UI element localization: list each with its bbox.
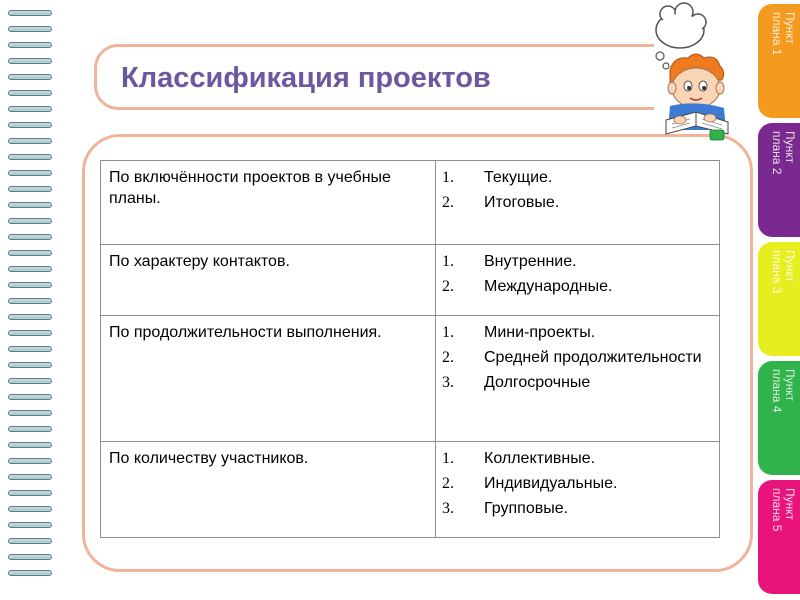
- criterion-cell: По характеру контактов.: [101, 245, 436, 316]
- list-item-number: 1.: [442, 253, 454, 270]
- plan-tab-label: Пункт плана 4: [770, 369, 797, 413]
- plan-tab-5[interactable]: [758, 480, 800, 594]
- list-item-text: Индивидуальные.: [484, 475, 618, 492]
- plan-tab-label: Пункт плана 2: [770, 131, 797, 175]
- spiral-ring: [8, 122, 52, 128]
- spiral-ring: [8, 106, 52, 112]
- spiral-ring: [8, 570, 52, 576]
- spiral-ring: [8, 74, 52, 80]
- spiral-ring: [8, 442, 52, 448]
- table-row: [101, 161, 720, 245]
- spiral-ring: [8, 426, 52, 432]
- spiral-ring: [8, 138, 52, 144]
- criterion-cell: По продолжительности выполнения.: [101, 316, 436, 442]
- spiral-ring: [8, 154, 52, 160]
- list-item-number: 3.: [442, 374, 454, 391]
- spiral-ring: [8, 10, 52, 16]
- items-cell: [436, 161, 720, 245]
- list-item-text: Международные.: [484, 278, 613, 295]
- spiral-ring: [8, 330, 52, 336]
- plan-tab-label: Пункт плана 5: [770, 488, 797, 532]
- list-item-number: 2.: [442, 349, 454, 366]
- list-item: [442, 167, 711, 188]
- spiral-ring: [8, 90, 52, 96]
- plan-tab-4[interactable]: [758, 361, 800, 475]
- spiral-ring: [8, 554, 52, 560]
- table-row: [101, 245, 720, 316]
- list-item-text: Внутренние.: [484, 253, 577, 270]
- plan-tab-2[interactable]: [758, 123, 800, 237]
- spiral-ring: [8, 42, 52, 48]
- list-item-number: 2.: [442, 278, 454, 295]
- spiral-ring: [8, 522, 52, 528]
- list-item-number: 1.: [442, 324, 454, 341]
- list-item: [442, 372, 711, 393]
- list-item: [442, 473, 711, 494]
- items-cell: [436, 316, 720, 442]
- list-item-text: Долгосрочные: [484, 374, 591, 391]
- list-item-number: 3.: [442, 500, 454, 517]
- spiral-ring: [8, 250, 52, 256]
- list-item: [442, 276, 711, 297]
- plan-tab-label: Пункт плана 1: [770, 12, 797, 56]
- list-item-text: Текущие.: [484, 169, 553, 186]
- spiral-ring: [8, 202, 52, 208]
- list-item-text: Коллективные.: [484, 450, 596, 467]
- spiral-ring: [8, 506, 52, 512]
- list-item-text: Итоговые.: [484, 194, 560, 211]
- plan-tab-1[interactable]: [758, 4, 800, 118]
- spiral-ring: [8, 474, 52, 480]
- list-item-text: Мини-проекты.: [484, 324, 596, 341]
- spiral-ring: [8, 346, 52, 352]
- slide-title: Классификация проектов: [121, 62, 491, 94]
- boy-reading-book-icon: [640, 0, 760, 150]
- notebook-spiral-icon: [8, 10, 54, 590]
- items-cell: [436, 245, 720, 316]
- list-item-number: 1.: [442, 450, 454, 467]
- list-item: [442, 498, 711, 519]
- list-item: [442, 192, 711, 213]
- list-item: [442, 347, 711, 368]
- classification-table: [100, 160, 720, 538]
- items-cell: [436, 442, 720, 538]
- spiral-ring: [8, 298, 52, 304]
- list-item-number: 1.: [442, 169, 454, 186]
- list-item: [442, 448, 711, 469]
- plan-tab-3[interactable]: [758, 242, 800, 356]
- spiral-ring: [8, 282, 52, 288]
- plan-tab-label: Пункт плана 3: [770, 250, 797, 294]
- table-row: [101, 316, 720, 442]
- spiral-ring: [8, 410, 52, 416]
- spiral-ring: [8, 378, 52, 384]
- list-item-number: 2.: [442, 194, 454, 211]
- spiral-ring: [8, 394, 52, 400]
- list-item: [442, 251, 711, 272]
- spiral-ring: [8, 234, 52, 240]
- list-item: [442, 322, 711, 343]
- spiral-ring: [8, 490, 52, 496]
- list-item-number: 2.: [442, 475, 454, 492]
- criterion-cell: По включённости проектов в учебные планы.: [101, 161, 436, 245]
- spiral-ring: [8, 362, 52, 368]
- criterion-cell: По количеству участников.: [101, 442, 436, 538]
- spiral-ring: [8, 26, 52, 32]
- spiral-ring: [8, 314, 52, 320]
- spiral-ring: [8, 266, 52, 272]
- spiral-ring: [8, 218, 52, 224]
- spiral-ring: [8, 58, 52, 64]
- spiral-ring: [8, 538, 52, 544]
- spiral-ring: [8, 458, 52, 464]
- spiral-ring: [8, 170, 52, 176]
- spiral-ring: [8, 186, 52, 192]
- list-item-text: Групповые.: [484, 500, 569, 517]
- table-row: [101, 442, 720, 538]
- list-item-text: Средней продолжительности: [484, 349, 702, 366]
